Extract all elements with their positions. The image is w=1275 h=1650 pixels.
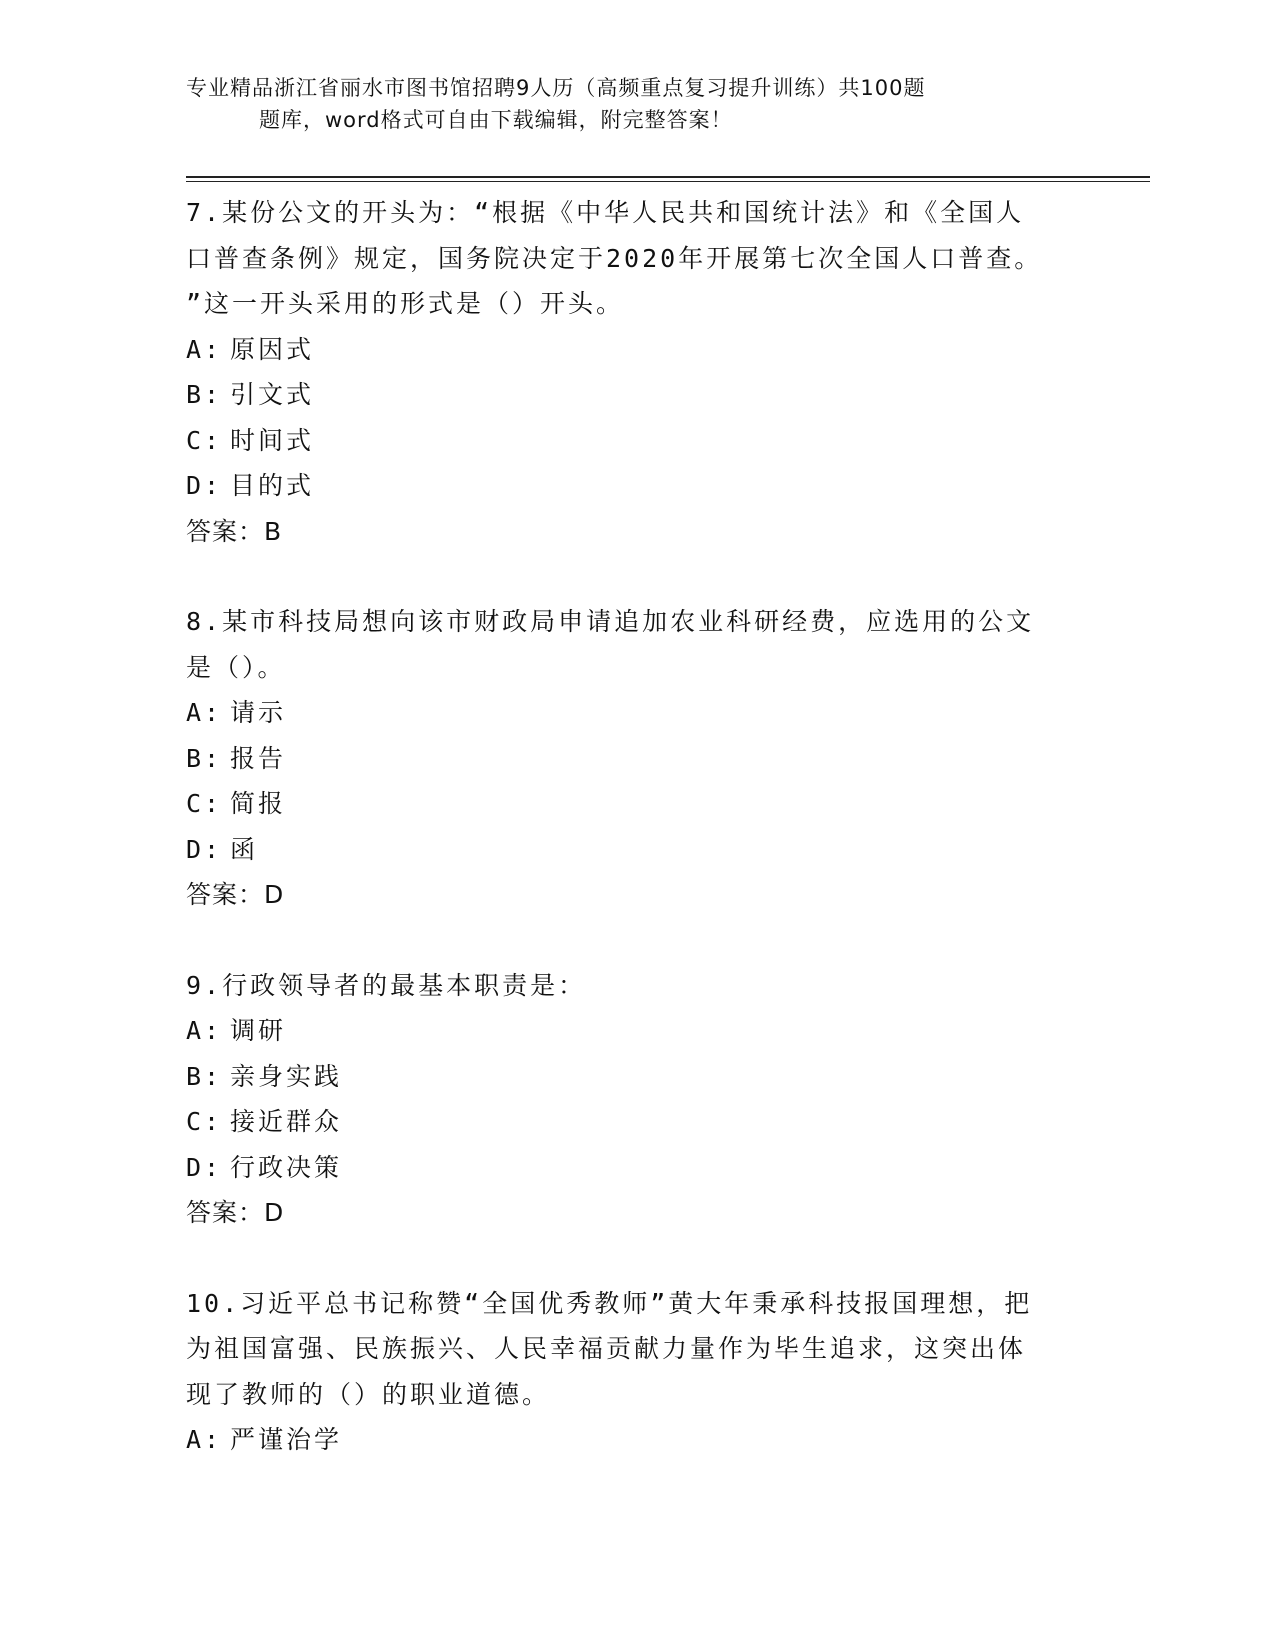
question-8: [186, 599, 1086, 918]
option-d: D: 行政决策: [186, 1152, 343, 1182]
question-stem-line: 口普查条例》规定，国务院决定于2020年开展第七次全国人口普查。: [186, 243, 1043, 273]
answer-line: 答案：D: [186, 1198, 285, 1227]
option-a: A: 原因式: [186, 334, 315, 364]
option-c: C: 时间式: [186, 425, 315, 455]
question-stem-line: 是（）。: [186, 652, 286, 682]
question-list: [186, 190, 1086, 1508]
option-c: C: 接近群众: [186, 1107, 343, 1136]
option-b: B: 引文式: [186, 380, 315, 409]
option-c: C: 简报: [186, 789, 287, 818]
question-stem-line: 现了教师的（）的职业道德。: [186, 1379, 551, 1409]
question-stem-line: 10.习近平总书记称赞“全国优秀教师”黄大年秉承科技报国理想，把: [186, 1288, 1033, 1318]
option-a: A: 严谨治学: [186, 1425, 343, 1454]
answer-line: 答案：D: [186, 880, 285, 909]
answer-line: 答案：B: [186, 516, 283, 546]
header-title-line-2: 题库，word格式可自由下载编辑，附完整答案！: [259, 108, 733, 132]
header-divider-thin: [186, 181, 1150, 182]
question-stem-line: 7.某份公文的开头为：“根据《中华人民共和国统计法》和《全国人: [186, 198, 1025, 227]
question-stem-line: 为祖国富强、民族振兴、人民幸福贡献力量作为毕生追求，这突出体: [186, 1334, 1027, 1363]
question-7: [186, 190, 1086, 554]
option-b: B: 报告: [186, 743, 287, 773]
document-header: [186, 72, 1066, 136]
header-divider-thick: [186, 176, 1150, 178]
option-d: D: 函: [186, 834, 259, 864]
question-10: [186, 1281, 1086, 1463]
question-stem-line: 9.行政领导者的最基本职责是：: [186, 970, 587, 1000]
question-stem-line: 8.某市科技局想向该市财政局申请追加农业科研经费，应选用的公文: [186, 607, 1035, 636]
question-stem-line: ”这一开头采用的形式是（）开头。: [186, 289, 625, 318]
question-9: [186, 963, 1086, 1236]
option-b: B: 亲身实践: [186, 1061, 343, 1091]
header-title-line-1: 专业精品浙江省丽水市图书馆招聘9人历（高频重点复习提升训练）共100题: [186, 76, 926, 100]
option-a: A: 调研: [186, 1016, 287, 1045]
option-a: A: 请示: [186, 698, 287, 727]
option-d: D: 目的式: [186, 471, 315, 500]
